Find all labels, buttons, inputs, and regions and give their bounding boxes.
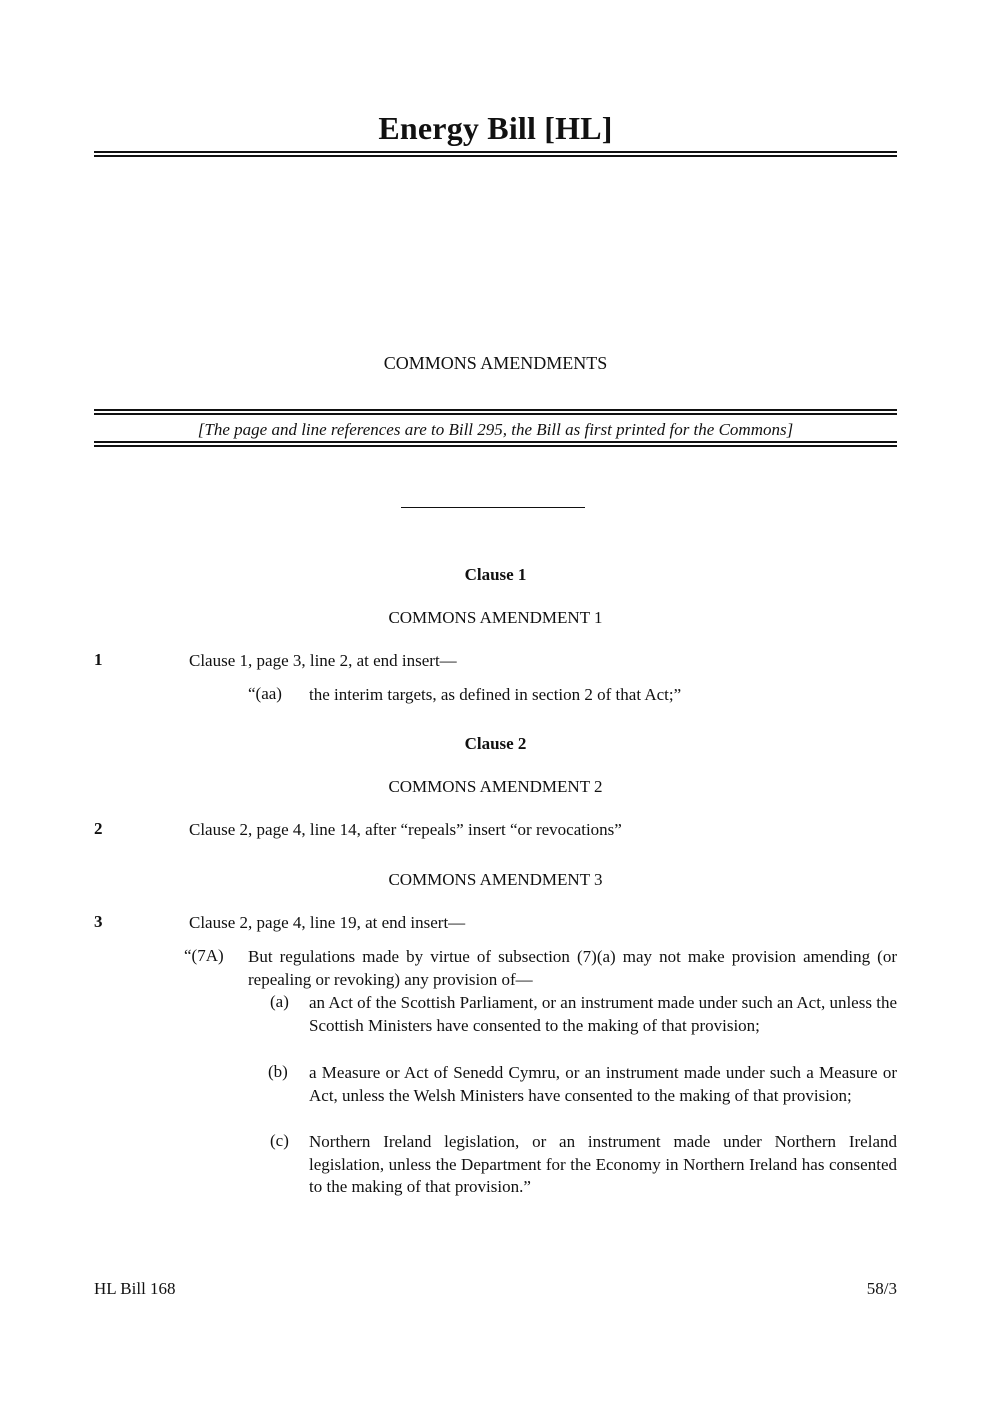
amendment-number: 3 <box>94 912 103 931</box>
inserted-label: “(7A) <box>184 946 224 965</box>
amendment-instruction: Clause 2, page 4, line 14, after “repeals” insert “or revocations” <box>189 820 622 839</box>
item-label: (b) <box>268 1062 288 1081</box>
item-text: a Measure or Act of Senedd Cymru, or an instrument made under such a Measure or Act, unless the Welsh Ministers have consented to the making of that provision; <box>309 1063 897 1105</box>
reference-top-rule <box>94 409 897 415</box>
reference-bottom-rule <box>94 441 897 447</box>
title-double-rule <box>94 151 897 157</box>
document-title: Energy Bill [HL] <box>378 110 613 146</box>
item-text: Northern Ireland legislation, or an instrument made under Northern Ireland legislation, unless the Department for the Economy in Northern Ireland has consented to the making of that provision.” <box>309 1132 897 1196</box>
inserted-text: the interim targets, as defined in section 2 of that Act;” <box>309 685 682 704</box>
amendment-instruction: Clause 1, page 3, line 2, at end insert— <box>189 651 457 670</box>
footer-print-ref: 58/3 <box>866 1279 897 1298</box>
footer-bill-number: HL Bill 168 <box>94 1279 176 1298</box>
amendment-heading: COMMONS AMENDMENT 2 <box>388 777 603 796</box>
amendment-heading: COMMONS AMENDMENT 1 <box>388 608 603 627</box>
amendment-number: 2 <box>94 819 103 838</box>
item-label: (c) <box>270 1131 289 1150</box>
reference-note: [The page and line references are to Bill 295, the Bill as first printed for the Commons] <box>197 420 794 439</box>
amendment-heading: COMMONS AMENDMENT 3 <box>388 870 603 889</box>
clause-heading: Clause 2 <box>464 734 527 753</box>
clause-heading: Clause 1 <box>464 565 527 584</box>
inserted-label: “(aa) <box>248 684 282 703</box>
amendment-number: 1 <box>94 650 103 669</box>
item-label: (a) <box>270 992 289 1011</box>
item-text: an Act of the Scottish Parliament, or an instrument made under such an Act, unless the Scottish Ministers have consented to the making of that provision; <box>309 993 897 1035</box>
amendment-instruction: Clause 2, page 4, line 19, at end insert— <box>189 913 466 932</box>
inserted-text: But regulations made by virtue of subsection (7)(a) may not make provision amending (or repealing or revoking) any provision of— <box>248 947 897 989</box>
separator-rule <box>401 507 585 508</box>
section-heading: COMMONS AMENDMENTS <box>383 353 608 373</box>
